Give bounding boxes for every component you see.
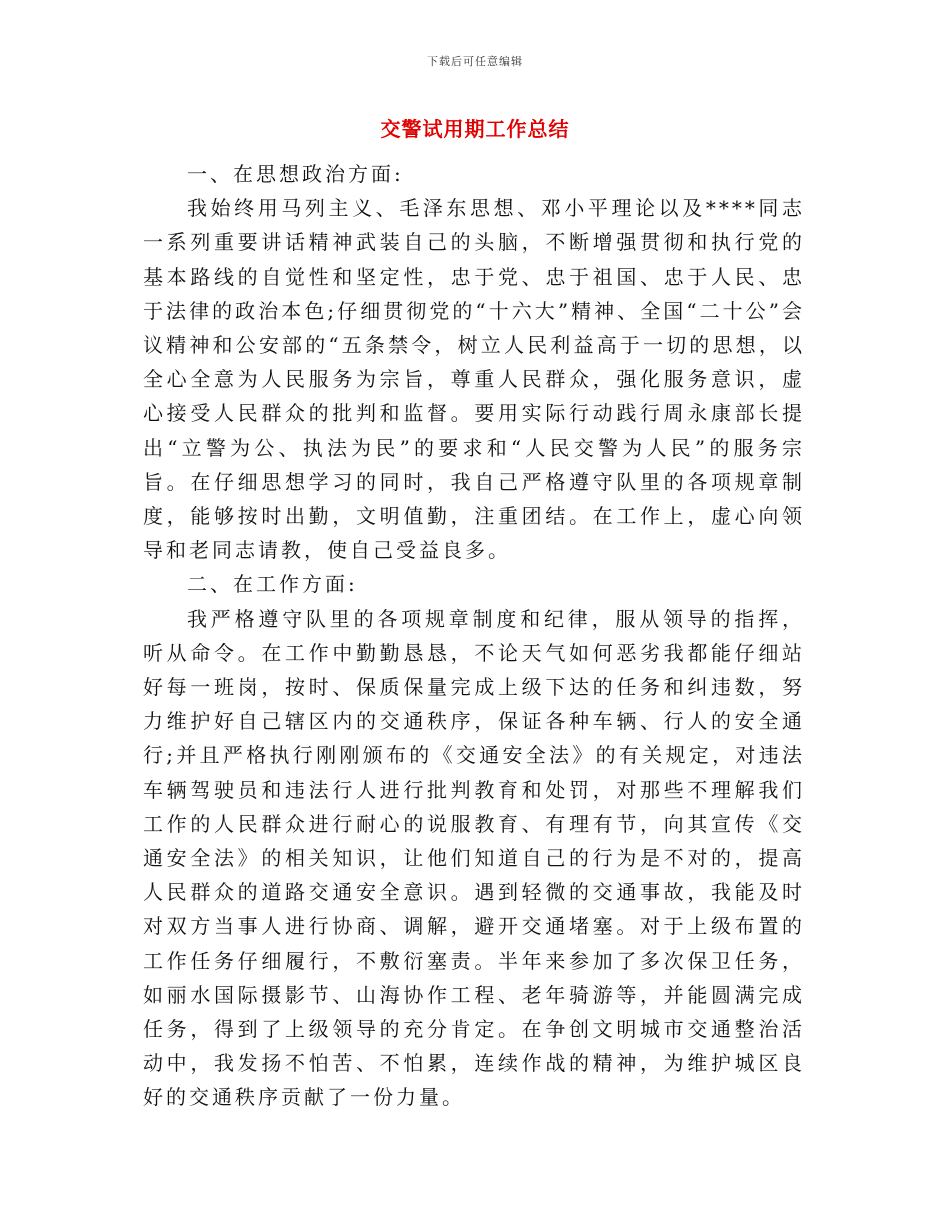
section-heading-thought: 一、在思想政治方面: xyxy=(187,162,404,186)
document-body xyxy=(143,157,805,1115)
paragraph-work: 我严格遵守队里的各项规章制度和纪律，服从领导的指挥，听从命令。在工作中勤勤恳恳，不论天气如何恶劣我都能仔细站好每一班岗，按时、保质保量完成上级下达的任务和纠违数，努力维护好自己辖区内的交通秩序，保证各种车辆、行人的安全通行;并且严格执行刚刚颁布的《交通安全法》的有关规定，对违法车辆驾驶员和违法行人进行批判教育和处罚，对那些不理解我们工作的人民群众进行耐心的说服教育、有理有节，向其宣传《交通安全法》的相关知识，让他们知道自己的行为是不对的，提高人民群众的道路交通安全意识。遇到轻微的交通事故，我能及时对双方当事人进行协商、调解，避开交通堵塞。对于上级布置的工作任务仔细履行，不敷衍塞责。半年来参加了多次保卫任务，如丽水国际摄影节、山海协作工程、老年骑游等，并能圆满完成任务，得到了上级领导的充分肯定。在争创文明城市交通整治活动中，我发扬不怕苦、不怕累，连续作战的精神，为维护城区良好的交通秩序贡献了一份力量。 xyxy=(143,606,805,1110)
header-note: 下载后可任意编辑 xyxy=(427,55,523,68)
document-title: 交警试用期工作总结 xyxy=(380,117,570,141)
paragraph-thought: 我始终用马列主义、毛泽东思想、邓小平理论以及****同志一系列重要讲话精神武装自己的头脑，不断增强贯彻和执行党的基本路线的自觉性和坚定性，忠于党、忠于祖国、忠于人民、忠于法律的政治本色;仔细贯彻党的“十六大”精神、全国“二十公”会议精神和公安部的“五条禁令，树立人民利益高于一切的思想，以全心全意为人民服务为宗旨，尊重人民群众，强化服务意识，虚心接受人民群众的批判和监督。要用实际行动践行周永康部长提出“立警为公、执法为民”的要求和“人民交警为人民”的服务宗旨。在仔细思想学习的同时，我自己严格遵守队里的各项规章制度，能够按时出勤，文明值勤，注重团结。在工作上，虚心向领导和老同志请教，使自己受益良多。 xyxy=(143,196,805,563)
section-heading-work: 二、在工作方面: xyxy=(187,572,358,597)
